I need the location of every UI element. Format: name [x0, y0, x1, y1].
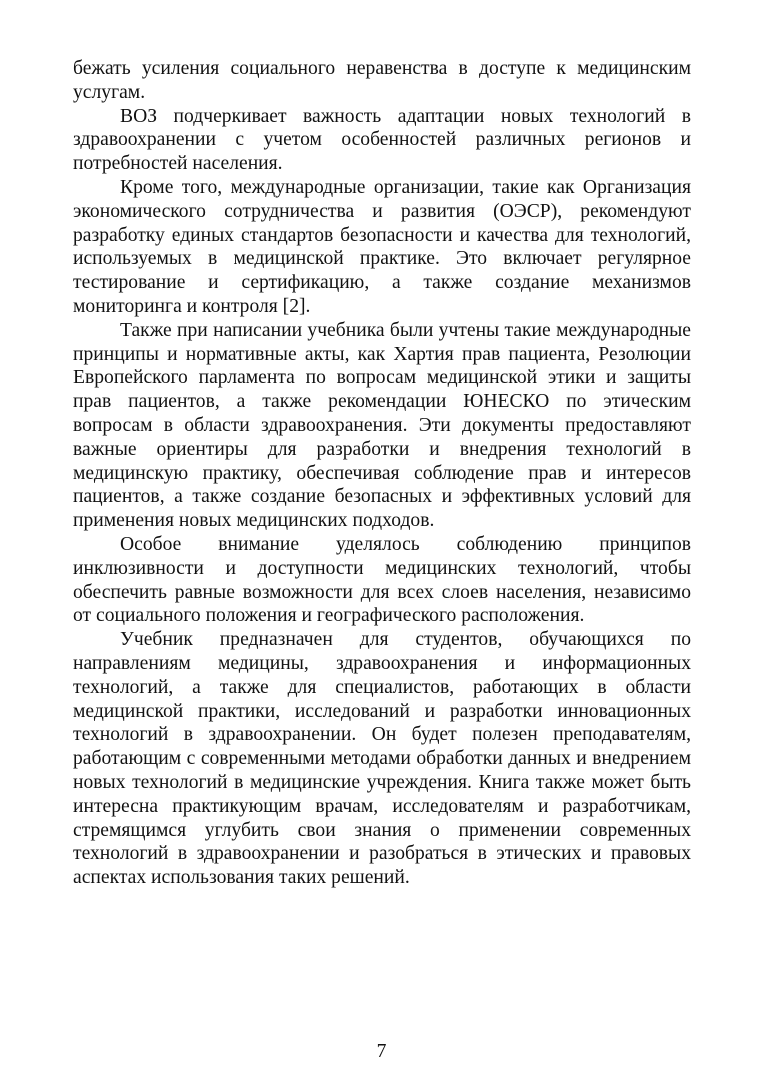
paragraph-inclusivity: Особое внимание уделялось соблюдению принципов инклюзивности и доступности медицинских технологий, чтобы обеспечить равные возможности для всех слоев населения, независимо от социального положения и географического расположения. — [73, 533, 691, 627]
paragraph-principles: Также при написании учебника были учтены такие международные принципы и нормативные акты, как Хартия прав пациента, Резолюции Европейского парламента по вопросам медицинской этики и защиты прав пациентов, а также рекомендации ЮНЕСКО по этическим вопросам в области здравоохранения. Эти документы предоставляют важные ориентиры для разработки и внедрения технологий в медицинскую практику, обеспечивая соблюдение прав и интересов пациентов, а также создание безопасных и эффективных условий для применения новых медицинских подходов. — [73, 319, 691, 532]
paragraph-audience: Учебник предназначен для студентов, обучающихся по направлениям медицины, здравоохранения и информационных технологий, а также для специалистов, работающих в области медицинской практики, исследований и разработки инновационных технологий в здравоохранении. Он будет полезен преподавателям, работающим с современными методами обработки данных и внедрением новых технологий в медицинские учреждения. Книга также может быть интересна практикующим врачам, исследователям и разработчикам, стремящимся углубить свои знания о применении современных технологий в здравоохранении и разобраться в этических и правовых аспектах использования таких решений. — [73, 629, 691, 889]
paragraph-continuation: бежать усиления социального неравенства в доступе к медицинским услугам. — [73, 58, 691, 103]
page-body — [73, 57, 691, 890]
paragraph-oecd: Кроме того, международные организации, такие как Организация экономического сотрудничества и развития (ОЭСР), рекомендуют разработку единых стандартов безопасности и качества для технологий, используемых в медицинской практике. Это включает регулярное тестирование и сертификацию, а также создание механизмов мониторинга и контроля [2]. — [73, 176, 691, 317]
paragraph-who: ВОЗ подчеркивает важность адаптации новых технологий в здравоохранении с учетом особенностей различных регионов и потребностей населения. — [73, 105, 691, 175]
page-number: 7 — [376, 1041, 387, 1062]
